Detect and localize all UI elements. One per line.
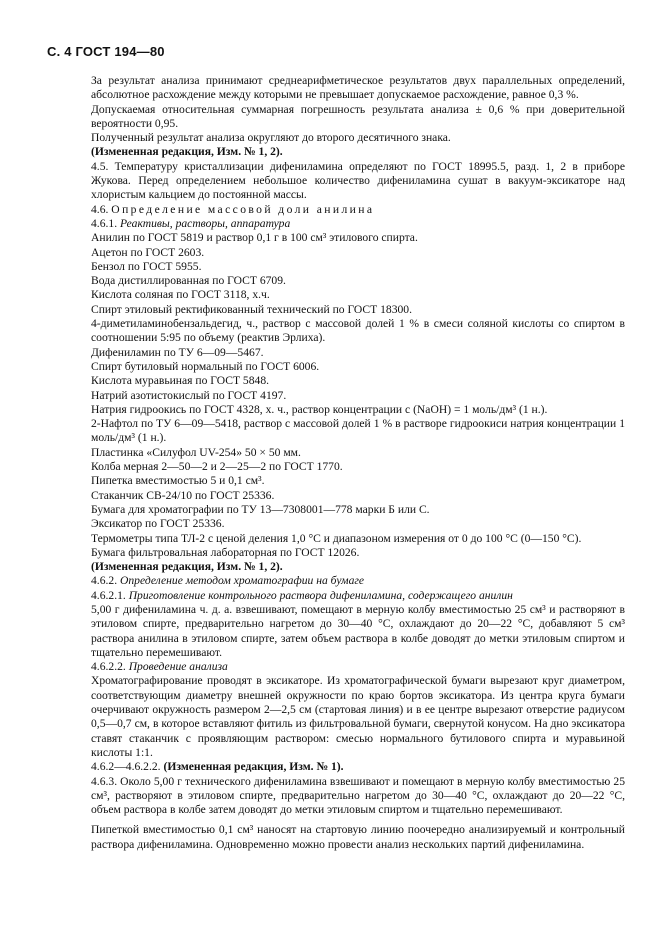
amendment-note: (Измененная редакция, Изм. № 1, 2). [91,560,283,574]
paragraph: Пипеткой вместимостью 0,1 см³ наносят на стартовую линию поочередно анализируемый и контрольный раствора дифениламина. Одновременно можно провести анализ нескольких партий дифениламина. [91,823,625,851]
list-item: Пипетка вместимостью 5 и 0,1 см³. [91,474,265,488]
list-item: Кислота соляная по ГОСТ 3118, х.ч. [91,288,270,302]
section-number: 4.6.2.2. [91,660,126,674]
document-body [91,74,625,852]
amendment-note: (Измененная редакция, Изм. № 1, 2). [91,145,283,159]
subsection-heading [91,589,625,603]
page-header: С. 4 ГОСТ 194—80 [47,44,165,59]
section-number: 4.6.1. [91,216,118,230]
paragraph: 4.6.3. Около 5,00 г технического дифениламина взвешивают и помещают в мерную колбу вместимостью 25 см³, растворяют в этиловом спирте, предварительно нагретом до 30—40 °С, охлаждают до 20—22 °С, объем раствора в колбе затем доводят до метки этиловым спиртом и тщательно перемешивают. [91,774,625,817]
section-number: 4.6.2—4.6.2.2. [91,760,161,774]
list-item: Колба мерная 2—50—2 и 2—25—2 по ГОСТ 1770. [91,460,343,474]
subsection-heading [91,660,625,674]
amendment-note [91,760,625,774]
section-title: Реактивы, растворы, аппаратура [120,216,291,230]
list-item: Пластинка «Силуфол UV-254» 50 × 50 мм. [91,445,301,459]
list-item: Термометры типа ТЛ-2 с ценой деления 1,0 °С и диапазоном измерения от 0 до 100 °С (0—150 °С). [91,531,582,545]
section-title: Определение методом хроматографии на бумаге [120,574,365,588]
paragraph: За результат анализа принимают среднеарифметическое результатов двух параллельных определений, абсолютное расхождение между которыми не превышает допускаемое расхождение, равное 0,3 %. [91,74,625,102]
list-item: Эксикатор по ГОСТ 25336. [91,517,225,531]
list-item: 2-Нафтол по ТУ 6—09—5418, раствор с массовой долей 1 % в растворе гидроокиси натрия концентрации 1 моль/дм³ (1 н.). [91,417,625,445]
section-heading [91,203,625,217]
paragraph: 4.5. Температуру кристаллизации дифениламина определяют по ГОСТ 18995.5, разд. 1, 2 в приборе Жукова. Перед определением небольшое количество дифениламина сушат в вакуум-эксикаторе над хлористым кальцием до постоянной массы. [91,159,625,202]
section-title: Проведение анализа [128,660,228,674]
section-title: Определение массовой доли анилина [111,202,375,216]
list-item: Спирт бутиловый нормальный по ГОСТ 6006. [91,359,320,373]
paragraph: Хроматографирование проводят в эксикаторе. Из хроматографической бумаги вырезают круг диаметром, соответствующим диаметру внешней окружности по краю бортов эксикатора. Из центра круга бумаги очерчивают окружность размером 2—2,5 см (стартовая линия) и в ее центре вырезают отверстие радиусом 0,5—0,7 см, в которое вставляют фитиль из фильтровальной бумаги, свернутой конусом. На дно эксикатора ставят стаканчик с проявляющим раствором: смесью нормального бутилового спирта и муравьиной кислоты 1:1. [91,674,625,759]
section-title: Приготовление контрольного раствора дифениламина, содержащего анилин [128,588,513,602]
list-item: Стаканчик СВ-24/10 по ГОСТ 25336. [91,488,275,502]
section-number: 4.6.2. [91,574,118,588]
list-item: Ацетон по ГОСТ 2603. [91,245,205,259]
list-item: Натрия гидроокись по ГОСТ 4328, х. ч., раствор концентрации c (NaOH) = 1 моль/дм³ (1 н.). [91,402,548,416]
paragraph: Допускаемая относительная суммарная погрешность результата анализа ± 0,6 % при доверительной вероятности 0,95. [91,102,625,130]
list-item: Спирт этиловый ректификованный технический по ГОСТ 18300. [91,302,413,316]
paragraph: 5,00 г дифениламина ч. д. а. взвешивают, помещают в мерную колбу вместимостью 25 см³ и растворяют в этиловом спирте, предварительно нагретом до 30—40 °С, охлаждают до 20—22 °С, добавляют 5 см³ раствора анилина в этиловом спирте, затем объем раствора в колбе доводят до метки этиловым спиртом и тщательно перемешивают. [91,602,625,659]
paragraph: Полученный результат анализа округляют до второго десятичного знака. [91,131,451,145]
list-item: Бензол по ГОСТ 5955. [91,259,202,273]
amendment-text: (Измененная редакция, Изм. № 1). [163,760,344,774]
list-item: Бумага фильтровальная лабораторная по ГОСТ 12026. [91,545,360,559]
list-item: 4-диметиламинобензальдегид, ч., раствор с массовой долей 1 % в смеси соляной кислоты со спиртом в соотношении 5:95 по объему (реактив Эрлиха). [91,317,625,345]
list-item: Вода дистиллированная по ГОСТ 6709. [91,274,286,288]
list-item: Дифениламин по ТУ 6—09—5467. [91,345,264,359]
list-item: Анилин по ГОСТ 5819 и раствор 0,1 г в 100 см³ этилового спирта. [91,231,418,245]
subsection-heading [91,574,625,588]
subsection-heading [91,217,625,231]
list-item: Кислота муравьиная по ГОСТ 5848. [91,374,270,388]
list-item: Натрий азотистокислый по ГОСТ 4197. [91,388,287,402]
section-number: 4.6.2.1. [91,588,126,602]
list-item: Бумага для хроматографии по ТУ 13—7308001—778 марки Б или С. [91,502,430,516]
section-number: 4.6. [91,202,109,216]
